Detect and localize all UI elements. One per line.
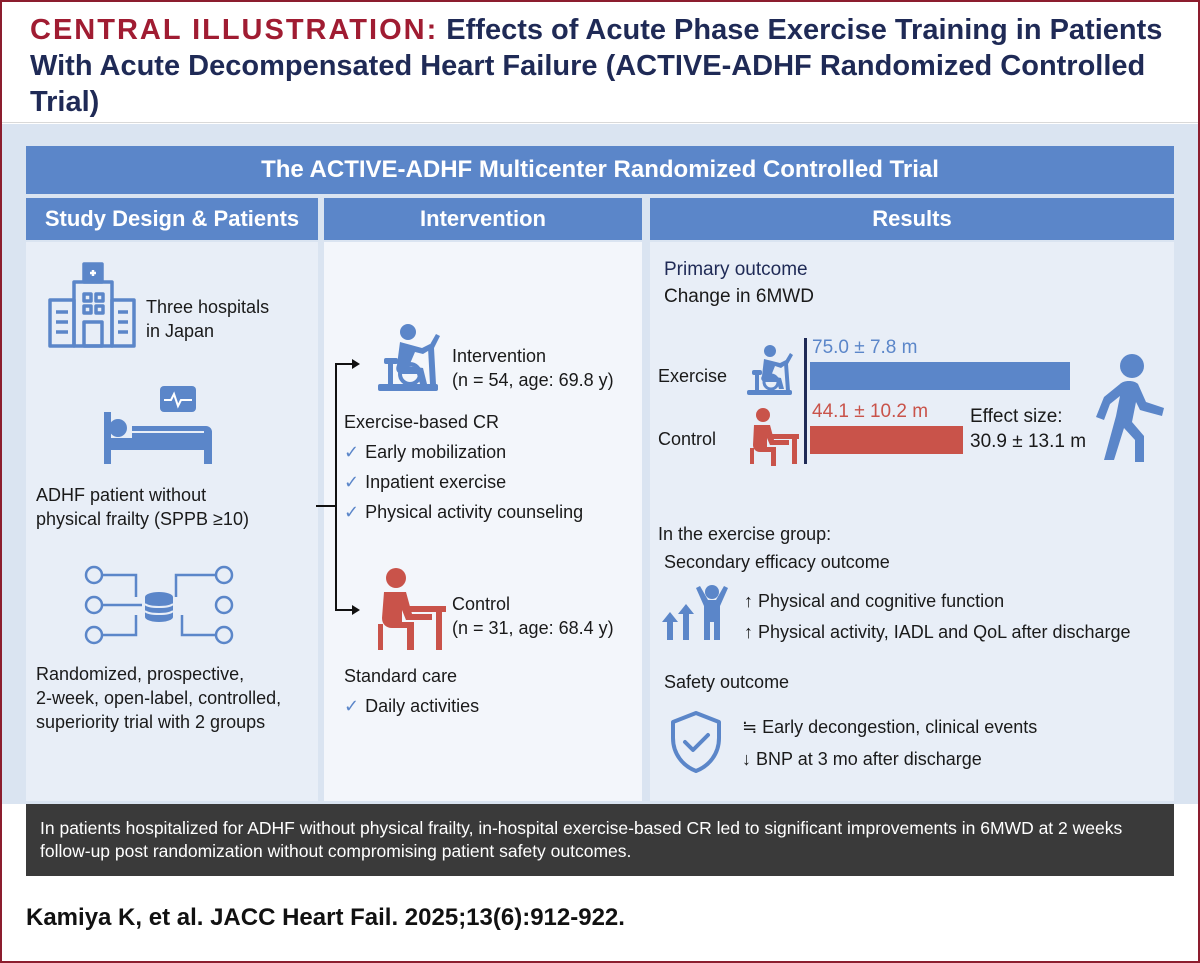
hospital-bed-icon	[100, 386, 216, 466]
effect-size-label: Effect size:	[970, 406, 1063, 427]
desk-worker-small-icon	[748, 406, 800, 464]
hospitals-line-1: Three hospitals	[146, 297, 270, 317]
intervention-group-label: Intervention	[452, 346, 547, 366]
exercise-value-label: 75.0 ± 7.8 m	[812, 337, 918, 358]
column-header-results: Results	[650, 198, 1174, 240]
control-row-label: Control	[658, 429, 717, 449]
patient-line-2: physical frailty (SPPB ≥10)	[36, 509, 249, 529]
safety-outcome-label: Safety outcome	[664, 672, 790, 692]
primary-outcome-block	[664, 256, 814, 310]
safety-item	[742, 711, 1037, 743]
improvement-person-icon	[662, 582, 734, 642]
cr-item	[344, 497, 583, 527]
safety-item-text: BNP at 3 mo after discharge	[756, 749, 982, 769]
standard-care-list	[344, 661, 479, 721]
column-header-design: Study Design & Patients	[26, 198, 318, 240]
chart-bar-control	[810, 426, 963, 454]
exercise-bike-icon	[374, 322, 444, 394]
column-header-intervention: Intervention	[324, 198, 642, 240]
exercise-row-label: Exercise	[658, 366, 728, 386]
header-title-text: Effects of Acute Phase Exercise Training in Patients With Acute Decompensated Heart Failure (ACTIVE-ADHF Randomized Controlled Trial)	[30, 14, 1163, 118]
patient-text	[36, 483, 249, 531]
up-arrow-icon: ↑	[744, 591, 753, 611]
secondary-item	[744, 617, 1131, 648]
summary-text: In patients hospitalized for ADHF without physical frailty, in-hospital exercise-based CR led to significant improvements in 6MWD at 2 weeks follow-up post randomization without compromising patient safety outcomes.	[26, 804, 1174, 876]
standard-care-item-text: Daily activities	[365, 696, 480, 716]
intervention-group-detail: (n = 54, age: 69.8 y)	[452, 370, 614, 390]
control-group-detail: (n = 31, age: 68.4 y)	[452, 618, 614, 638]
control-group-text	[452, 592, 614, 640]
shield-check-icon	[668, 710, 724, 774]
cr-item	[344, 437, 583, 467]
effect-size-block	[970, 404, 1086, 454]
desk-worker-icon	[376, 566, 446, 650]
patient-line-1: ADHF patient without	[36, 485, 207, 505]
down-arrow-icon: ↓	[742, 749, 751, 769]
secondary-item-text: Physical activity, IADL and QoL after discharge	[758, 622, 1131, 642]
standard-care-title: Standard care	[344, 666, 458, 686]
secondary-item	[744, 586, 1131, 617]
primary-outcome-measure: Change in 6MWD	[664, 286, 814, 307]
cr-list	[344, 407, 583, 527]
check-icon: ✓	[344, 472, 360, 492]
hospitals-line-2: in Japan	[146, 321, 215, 341]
hospitals-text	[146, 295, 269, 343]
chart-bar-exercise	[810, 362, 1070, 390]
standard-care-item	[344, 691, 479, 721]
cr-item-text: Early mobilization	[365, 442, 507, 462]
safety-outcome-list	[742, 711, 1037, 775]
trial-line-3: superiority trial with 2 groups	[36, 712, 266, 732]
walking-person-icon	[1086, 352, 1168, 464]
exercise-group-label: In the exercise group:	[658, 524, 832, 544]
header-title	[30, 12, 1180, 120]
effect-size-value: 30.9 ± 13.1 m	[970, 431, 1087, 452]
cr-item-text: Physical activity counseling	[365, 502, 584, 522]
randomization-network-icon	[84, 563, 234, 647]
hospital-icon	[46, 262, 138, 348]
check-icon: ✓	[344, 502, 360, 522]
up-arrow-icon: ↑	[744, 622, 753, 642]
secondary-outcome-label: Secondary efficacy outcome	[664, 552, 890, 572]
trial-design-text	[36, 662, 281, 734]
check-icon: ✓	[344, 442, 360, 462]
trial-line-1: Randomized, prospective,	[36, 664, 245, 684]
check-icon: ✓	[344, 696, 360, 716]
citation: Kamiya K, et al. JACC Heart Fail. 2025;13(6):912-922.	[26, 904, 625, 931]
intervention-group-text	[452, 344, 614, 392]
header	[2, 2, 1198, 123]
trial-banner: The ACTIVE-ADHF Multicenter Randomized Controlled Trial	[26, 146, 1174, 194]
control-value-label: 44.1 ± 10.2 m	[812, 401, 929, 422]
exercise-bike-small-icon	[744, 344, 796, 396]
primary-outcome-label: Primary outcome	[664, 259, 808, 280]
secondary-item-text: Physical and cognitive function	[758, 591, 1005, 611]
approx-equal-icon: ≒	[742, 717, 758, 737]
chart-axis	[804, 338, 807, 464]
safety-item	[742, 743, 1037, 775]
cr-item-text: Inpatient exercise	[365, 472, 507, 492]
header-label: CENTRAL ILLUSTRATION:	[30, 14, 439, 46]
secondary-outcome-list	[744, 586, 1131, 648]
cr-title: Exercise-based CR	[344, 412, 500, 432]
trial-line-2: 2-week, open-label, controlled,	[36, 688, 282, 708]
safety-item-text: Early decongestion, clinical events	[762, 717, 1038, 737]
control-group-label: Control	[452, 594, 511, 614]
cr-item	[344, 467, 583, 497]
